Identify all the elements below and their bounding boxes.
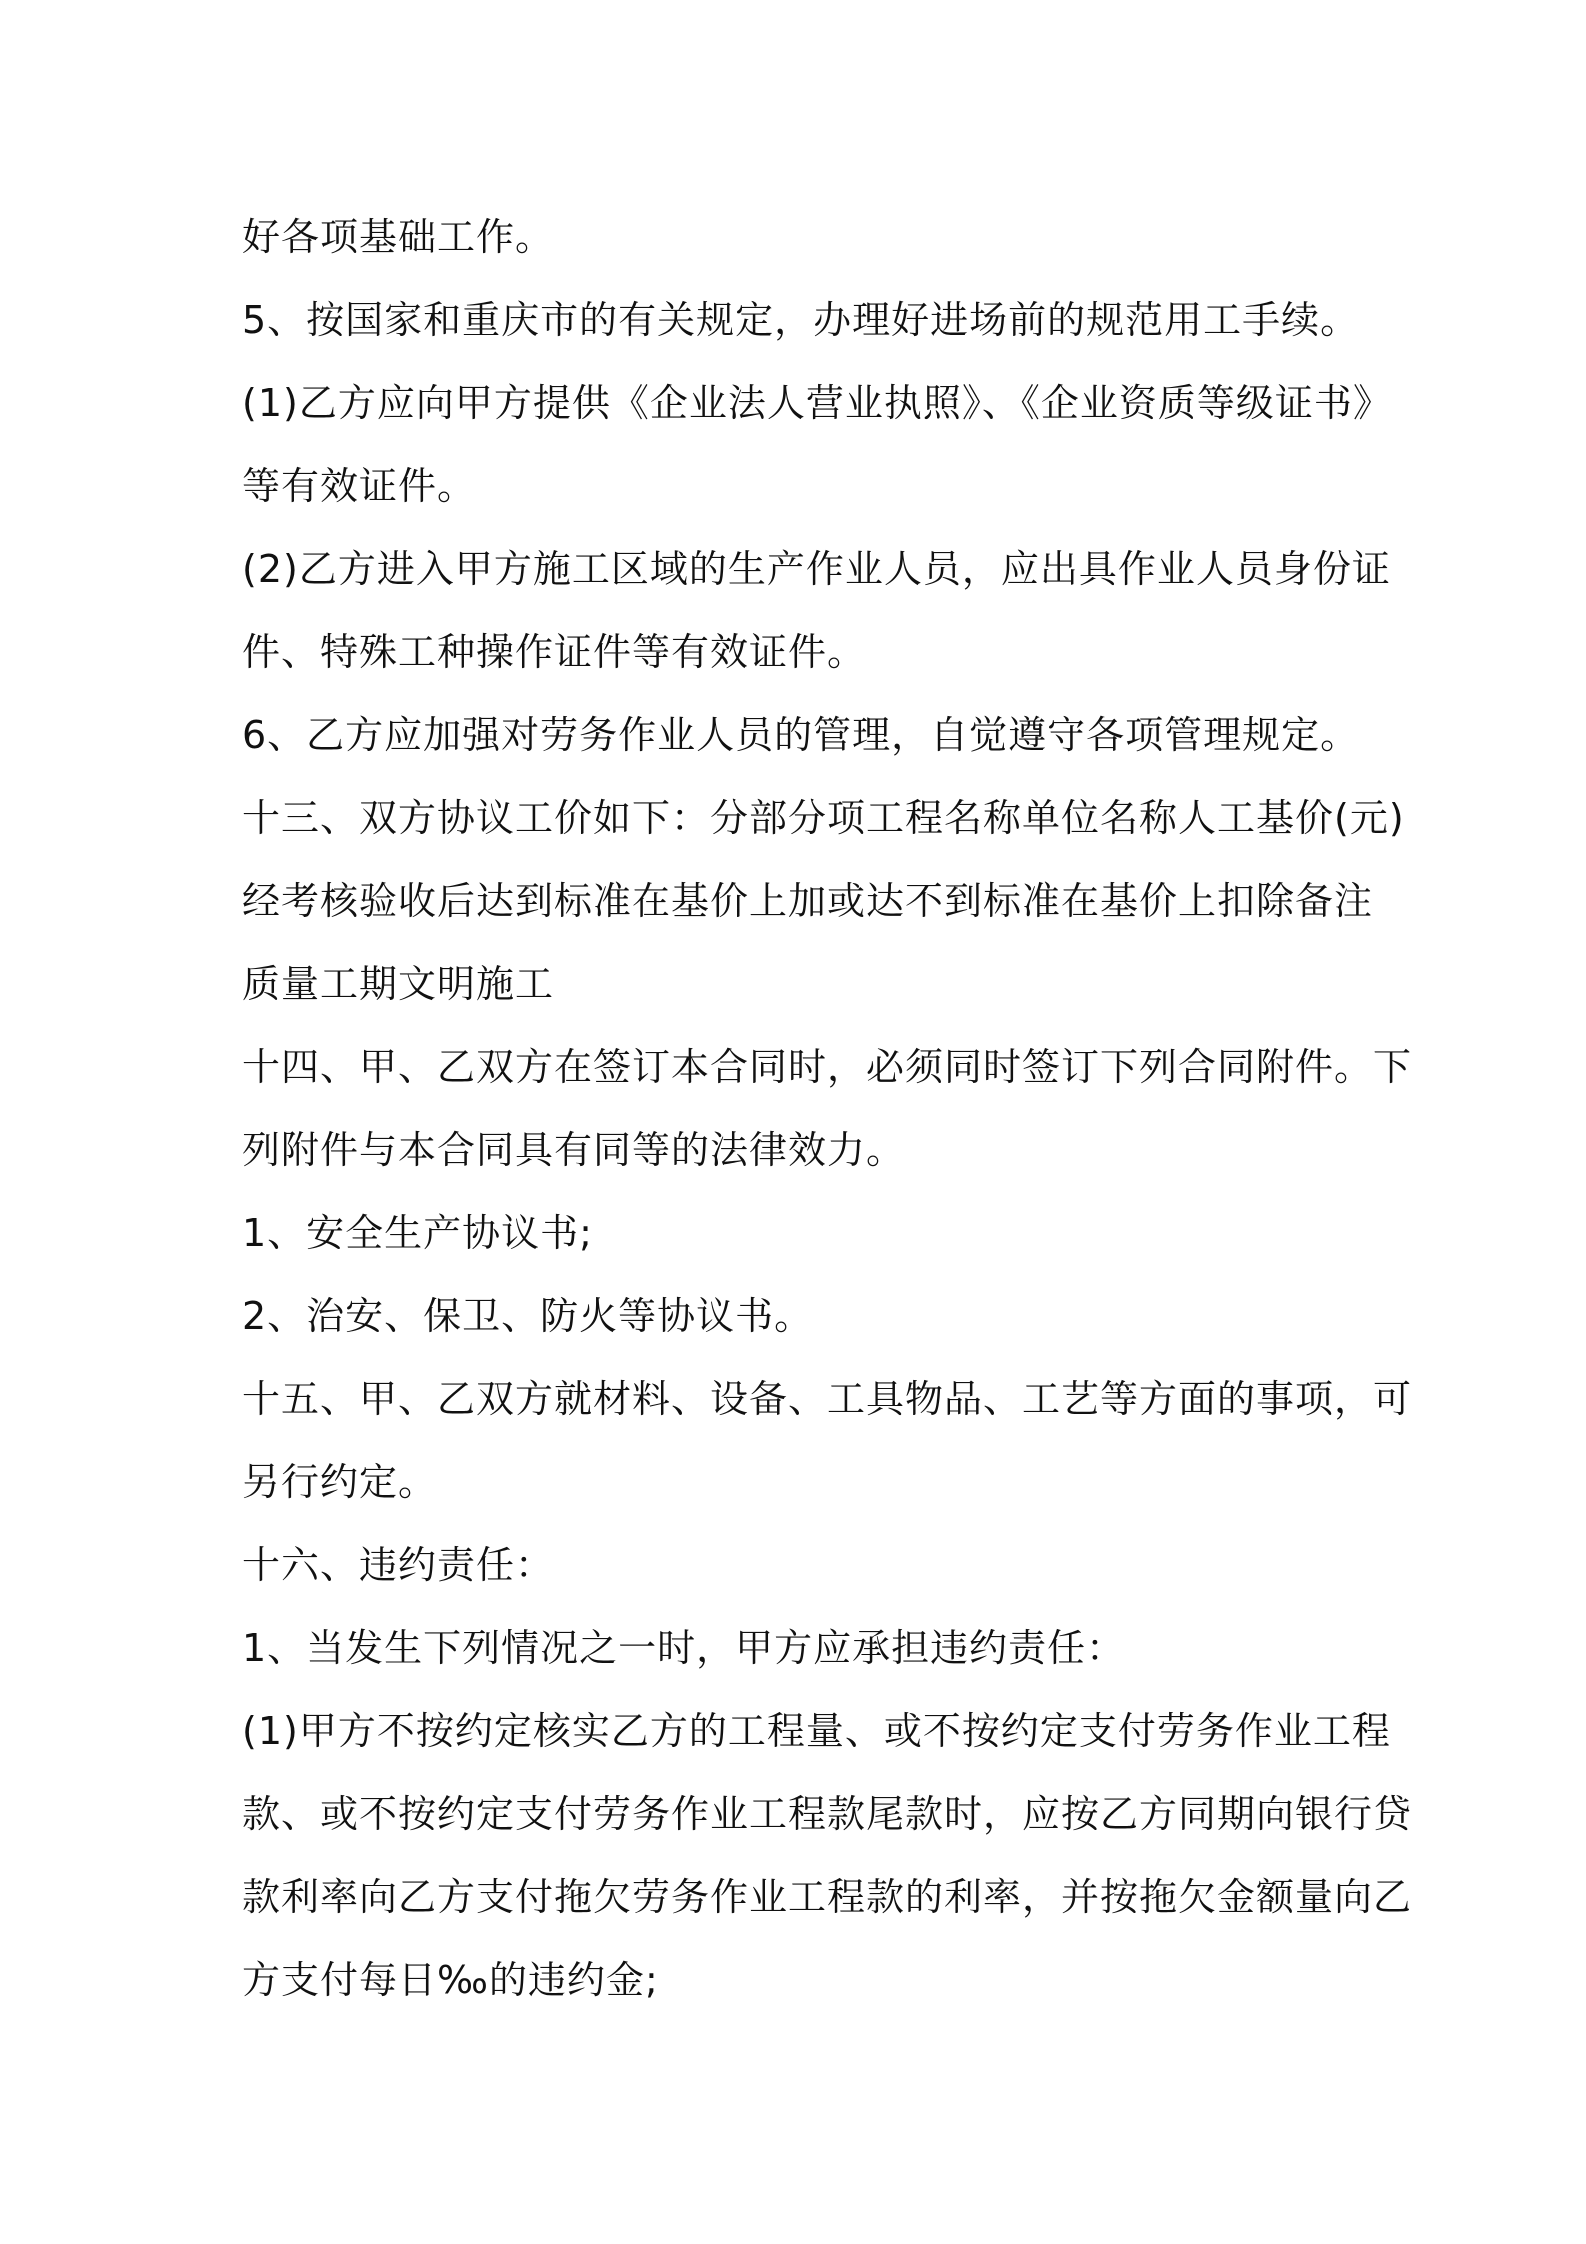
text-line: (1)甲方不按约定核实乙方的工程量、或不按约定支付劳务作业工程 <box>242 1709 1391 1753</box>
text-line: 另行约定。 <box>242 1460 438 1504</box>
text-line: 2、治安、保卫、防火等协议书。 <box>242 1294 814 1338</box>
text-line: 款利率向乙方支付拖欠劳务作业工程款的利率，并按拖欠金额量向乙 <box>242 1875 1413 1919</box>
text-line: 十三、双方协议工价如下：分部分项工程名称单位名称人工基价(元) <box>242 796 1405 840</box>
text-line: 十五、甲、乙双方就材料、设备、工具物品、工艺等方面的事项，可 <box>242 1377 1413 1421</box>
text-line: 等有效证件。 <box>242 464 477 508</box>
text-line: 5、按国家和重庆市的有关规定，办理好进场前的规范用工手续。 <box>242 298 1360 342</box>
text-line: 十六、违约责任： <box>242 1543 555 1587</box>
text-line: 列附件与本合同具有同等的法律效力。 <box>242 1128 906 1172</box>
document-body <box>242 196 1413 2022</box>
text-line: 质量工期文明施工 <box>242 962 555 1006</box>
text-line: 方支付每日‰的违约金; <box>242 1958 659 2002</box>
text-line: 经考核验收后达到标准在基价上加或达不到标准在基价上扣除备注 <box>242 879 1374 923</box>
text-line: 6、乙方应加强对劳务作业人员的管理，自觉遵守各项管理规定。 <box>242 713 1360 757</box>
text-line: 件、特殊工种操作证件等有效证件。 <box>242 630 867 674</box>
text-line: (2)乙方进入甲方施工区域的生产作业人员，应出具作业人员身份证 <box>242 547 1391 591</box>
text-line: 1、当发生下列情况之一时，甲方应承担违约责任： <box>242 1626 1126 1670</box>
text-line: 十四、甲、乙双方在签订本合同时，必须同时签订下列合同附件。下 <box>242 1045 1413 1089</box>
text-line: 好各项基础工作。 <box>242 215 555 259</box>
text-line: 1、安全生产协议书; <box>242 1211 593 1255</box>
text-line: 款、或不按约定支付劳务作业工程款尾款时，应按乙方同期向银行贷 <box>242 1792 1413 1836</box>
text-line: (1)乙方应向甲方提供《企业法人营业执照》、《企业资质等级证书》 <box>242 381 1392 425</box>
